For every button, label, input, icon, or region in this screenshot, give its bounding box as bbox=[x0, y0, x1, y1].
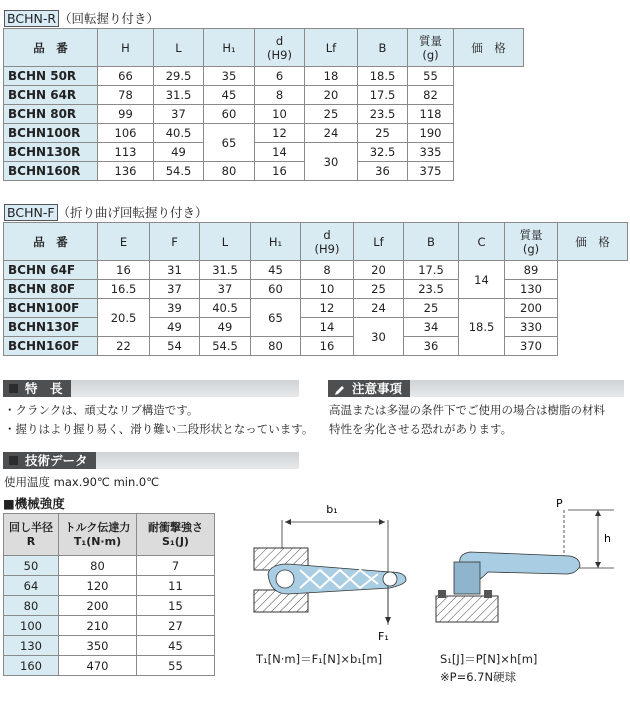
cell-h1: 60 bbox=[251, 280, 301, 299]
cell-c: 18.5 bbox=[459, 299, 505, 356]
table-row bbox=[4, 86, 524, 105]
cell-pn: BCHN 64F bbox=[4, 261, 98, 280]
cell-l: 31.5 bbox=[154, 86, 204, 105]
cell-mass: 190 bbox=[408, 124, 454, 143]
cell-pn: BCHN130F bbox=[4, 318, 98, 337]
cell-h1: 35 bbox=[204, 67, 255, 86]
header-d bbox=[301, 223, 354, 261]
cell-b: 23.5 bbox=[358, 105, 408, 124]
table-row bbox=[4, 596, 215, 616]
table-row bbox=[4, 261, 628, 280]
features-title: 特 長 bbox=[25, 381, 63, 396]
cell-lf: 30 bbox=[354, 318, 404, 356]
cell-h: 66 bbox=[98, 67, 154, 86]
header-c: C bbox=[459, 223, 505, 261]
cell-r: 50 bbox=[4, 556, 59, 576]
header-b: B bbox=[358, 29, 408, 67]
mech-header-t-label: トルク伝達力 bbox=[64, 520, 131, 534]
cell-d: 14 bbox=[255, 143, 305, 162]
cell-b: 17.5 bbox=[404, 261, 459, 280]
cell-d: 10 bbox=[301, 280, 354, 299]
cell-e: 22 bbox=[98, 337, 150, 356]
cell-mass: 370 bbox=[505, 337, 558, 356]
caution-line: 特性を劣化させる恐れがあります。 bbox=[329, 422, 513, 436]
cell-pn: BCHN100F bbox=[4, 299, 98, 318]
table-f bbox=[3, 222, 628, 356]
cell-h1: 80 bbox=[204, 162, 255, 181]
cell-pn: BCHN130R bbox=[4, 143, 98, 162]
price-area bbox=[454, 67, 524, 181]
cell-lf: 20 bbox=[305, 86, 358, 105]
cell-d: 8 bbox=[255, 86, 305, 105]
impact-note: ※P=6.7N硬球 bbox=[440, 670, 517, 684]
table-r bbox=[3, 28, 524, 181]
cell-mass: 375 bbox=[408, 162, 454, 181]
table-row bbox=[4, 124, 524, 143]
mech-header-r bbox=[4, 514, 59, 556]
cell-e: 20.5 bbox=[98, 299, 150, 337]
caution-title: 注意事項 bbox=[352, 381, 403, 396]
header-l: L bbox=[200, 223, 251, 261]
cell-pn: BCHN 80R bbox=[4, 105, 98, 124]
caution-bar bbox=[328, 380, 624, 397]
cell-d: 12 bbox=[301, 299, 354, 318]
cell-b: 17.5 bbox=[358, 86, 408, 105]
cell-l: 37 bbox=[200, 280, 251, 299]
cell-s: 45 bbox=[137, 636, 215, 656]
mech-title: ■機械強度 bbox=[3, 496, 65, 511]
cell-b: 25 bbox=[404, 299, 459, 318]
table-r-code: BCHN-R bbox=[4, 10, 59, 27]
cell-lf: 25 bbox=[305, 105, 358, 124]
caution-tag bbox=[328, 380, 410, 397]
f1-label: F₁ bbox=[378, 630, 389, 643]
table-row bbox=[4, 67, 524, 86]
cell-h1: 60 bbox=[204, 105, 255, 124]
mech-header-r-label: 回し半径 bbox=[9, 520, 53, 534]
cell-d: 12 bbox=[255, 124, 305, 143]
cell-f: 31 bbox=[150, 261, 200, 280]
table-row bbox=[4, 636, 215, 656]
cell-h: 113 bbox=[98, 143, 154, 162]
cell-h1: 65 bbox=[204, 124, 255, 162]
cell-pn: BCHN 80F bbox=[4, 280, 98, 299]
cell-r: 130 bbox=[4, 636, 59, 656]
temperature-range: 使用温度 max.90℃ min.0℃ bbox=[4, 475, 160, 489]
cell-d: 6 bbox=[255, 67, 305, 86]
cell-h: 136 bbox=[98, 162, 154, 181]
table-r-header-row bbox=[4, 29, 524, 67]
header-d-label: d bbox=[275, 33, 284, 48]
torque-impact-diagram bbox=[240, 490, 630, 660]
cell-h1: 80 bbox=[251, 337, 301, 356]
table-f-desc: （折り曲げ回転握り付き） bbox=[57, 205, 208, 220]
mech-header-t-sub: T₁(N·m) bbox=[73, 534, 122, 548]
cell-lf: 30 bbox=[305, 143, 358, 181]
mech-header-r-sub: R bbox=[26, 534, 36, 548]
features-tag bbox=[3, 380, 71, 397]
cell-l: 37 bbox=[154, 105, 204, 124]
cell-mass: 82 bbox=[408, 86, 454, 105]
cell-f: 54 bbox=[150, 337, 200, 356]
cell-d: 8 bbox=[301, 261, 354, 280]
cell-pn: BCHN160F bbox=[4, 337, 98, 356]
header-pn: 品 番 bbox=[4, 29, 98, 67]
cell-lf: 24 bbox=[305, 124, 358, 143]
table-row bbox=[4, 143, 524, 162]
torque-test-drawing bbox=[254, 519, 406, 625]
cell-d: 16 bbox=[301, 337, 354, 356]
torque-formula: T₁[N·m]＝F₁[N]×b₁[m] bbox=[256, 652, 383, 666]
cell-s: 55 bbox=[137, 656, 215, 676]
feature-item: ・握りはより握り易く、滑り難い二段形状となっています。 bbox=[4, 422, 314, 436]
cell-d: 16 bbox=[255, 162, 305, 181]
cell-b: 36 bbox=[404, 337, 459, 356]
header-d-sub: (H9) bbox=[314, 241, 340, 256]
cell-b: 25 bbox=[358, 124, 408, 143]
cell-lf: 25 bbox=[354, 280, 404, 299]
cell-e: 16.5 bbox=[98, 280, 150, 299]
cell-t: 350 bbox=[59, 636, 137, 656]
cell-h: 78 bbox=[98, 86, 154, 105]
cell-h: 106 bbox=[98, 124, 154, 143]
cell-l: 54.5 bbox=[200, 337, 251, 356]
cell-t: 470 bbox=[59, 656, 137, 676]
header-mass-sub: (g) bbox=[522, 241, 540, 256]
impact-test-drawing bbox=[436, 510, 614, 622]
cell-h1: 45 bbox=[251, 261, 301, 280]
cell-b: 23.5 bbox=[404, 280, 459, 299]
header-f: F bbox=[150, 223, 200, 261]
cell-d: 14 bbox=[301, 318, 354, 337]
price-area bbox=[558, 261, 628, 356]
header-lf: Lf bbox=[354, 223, 404, 261]
table-row bbox=[4, 162, 524, 181]
cell-mass: 200 bbox=[505, 299, 558, 318]
cell-pn: BCHN 50R bbox=[4, 67, 98, 86]
cell-b: 34 bbox=[404, 318, 459, 337]
cell-l: 49 bbox=[154, 143, 204, 162]
header-d bbox=[255, 29, 305, 67]
cell-t: 80 bbox=[59, 556, 137, 576]
square-icon bbox=[9, 384, 18, 393]
table-f-header-row bbox=[4, 223, 628, 261]
cell-mass: 330 bbox=[505, 318, 558, 337]
cell-s: 15 bbox=[137, 596, 215, 616]
tech-tag bbox=[3, 452, 96, 469]
header-mass-label: 質量 bbox=[419, 33, 442, 48]
cell-h1: 45 bbox=[204, 86, 255, 105]
table-row bbox=[4, 556, 215, 576]
header-l: L bbox=[154, 29, 204, 67]
table-f-code: BCHN-F bbox=[4, 204, 58, 221]
caution-line: 高温または多湿の条件下でご使用の場合は樹脂の材料 bbox=[329, 403, 605, 417]
p-label: P bbox=[556, 497, 563, 510]
cell-f: 49 bbox=[150, 318, 200, 337]
cell-b: 32.5 bbox=[358, 143, 408, 162]
header-mass bbox=[408, 29, 454, 67]
header-pn: 品 番 bbox=[4, 223, 98, 261]
cell-h: 99 bbox=[98, 105, 154, 124]
header-b: B bbox=[404, 223, 459, 261]
header-lf: Lf bbox=[305, 29, 358, 67]
cell-b: 18.5 bbox=[358, 67, 408, 86]
table-row bbox=[4, 105, 524, 124]
header-price: 価 格 bbox=[558, 223, 628, 261]
header-h1: H₁ bbox=[251, 223, 301, 261]
table-r-title bbox=[4, 9, 159, 27]
cell-s: 7 bbox=[137, 556, 215, 576]
table-row bbox=[4, 299, 628, 318]
impact-formula: S₁[J]＝P[N]×h[m] bbox=[440, 652, 538, 666]
header-mass-sub: (g) bbox=[422, 47, 439, 62]
cell-mass: 55 bbox=[408, 67, 454, 86]
header-mass bbox=[505, 223, 558, 261]
mech-header-t bbox=[59, 514, 137, 556]
header-mass-label: 質量 bbox=[519, 227, 543, 242]
cell-f: 39 bbox=[150, 299, 200, 318]
cell-pn: BCHN100R bbox=[4, 124, 98, 143]
cell-pn: BCHN160R bbox=[4, 162, 98, 181]
mech-header-s bbox=[137, 514, 215, 556]
cell-r: 64 bbox=[4, 576, 59, 596]
header-e: E bbox=[98, 223, 150, 261]
feature-item: ・クランクは、頑丈なリブ構造です。 bbox=[4, 403, 199, 417]
header-d-sub: (H9) bbox=[267, 47, 292, 62]
cell-lf: 18 bbox=[305, 67, 358, 86]
cell-l: 54.5 bbox=[154, 162, 204, 181]
cell-f: 37 bbox=[150, 280, 200, 299]
cell-t: 120 bbox=[59, 576, 137, 596]
h-label: h bbox=[604, 532, 611, 545]
mech-header-row bbox=[4, 514, 215, 556]
table-r-desc: （回転握り付き） bbox=[59, 11, 160, 26]
b1-label: b₁ bbox=[326, 503, 338, 516]
cell-l: 31.5 bbox=[200, 261, 251, 280]
cell-t: 200 bbox=[59, 596, 137, 616]
table-f-title bbox=[4, 203, 208, 221]
cell-l: 40.5 bbox=[200, 299, 251, 318]
cell-lf: 24 bbox=[354, 299, 404, 318]
header-price: 価 格 bbox=[454, 29, 524, 67]
cell-mass: 335 bbox=[408, 143, 454, 162]
cell-l: 29.5 bbox=[154, 67, 204, 86]
cell-s: 11 bbox=[137, 576, 215, 596]
cell-mass: 118 bbox=[408, 105, 454, 124]
mech-header-s-sub: S₁(J) bbox=[162, 534, 189, 548]
cell-lf: 20 bbox=[354, 261, 404, 280]
table-row bbox=[4, 616, 215, 636]
pencil-icon bbox=[334, 383, 346, 394]
header-h: H bbox=[98, 29, 154, 67]
cell-t: 210 bbox=[59, 616, 137, 636]
square-icon bbox=[9, 456, 18, 465]
table-row bbox=[4, 337, 628, 356]
cell-r: 80 bbox=[4, 596, 59, 616]
cell-r: 100 bbox=[4, 616, 59, 636]
table-row bbox=[4, 280, 628, 299]
table-row bbox=[4, 656, 215, 676]
cell-mass: 130 bbox=[505, 280, 558, 299]
header-h1: H₁ bbox=[204, 29, 255, 67]
header-d-label: d bbox=[323, 227, 331, 242]
mech-table bbox=[3, 513, 215, 676]
cell-r: 160 bbox=[4, 656, 59, 676]
cell-c: 14 bbox=[459, 261, 505, 299]
table-row bbox=[4, 576, 215, 596]
cell-b: 36 bbox=[358, 162, 408, 181]
cell-l: 40.5 bbox=[154, 124, 204, 143]
cell-e: 16 bbox=[98, 261, 150, 280]
cell-h1: 65 bbox=[251, 299, 301, 337]
cell-mass: 89 bbox=[505, 261, 558, 280]
cell-s: 27 bbox=[137, 616, 215, 636]
features-bar bbox=[3, 380, 299, 397]
cell-l: 49 bbox=[200, 318, 251, 337]
table-row bbox=[4, 318, 628, 337]
tech-bar bbox=[3, 452, 299, 469]
cell-pn: BCHN 64R bbox=[4, 86, 98, 105]
mech-header-s-label: 耐衝撃強さ bbox=[148, 520, 203, 534]
tech-title: 技術データ bbox=[25, 453, 88, 468]
cell-d: 10 bbox=[255, 105, 305, 124]
